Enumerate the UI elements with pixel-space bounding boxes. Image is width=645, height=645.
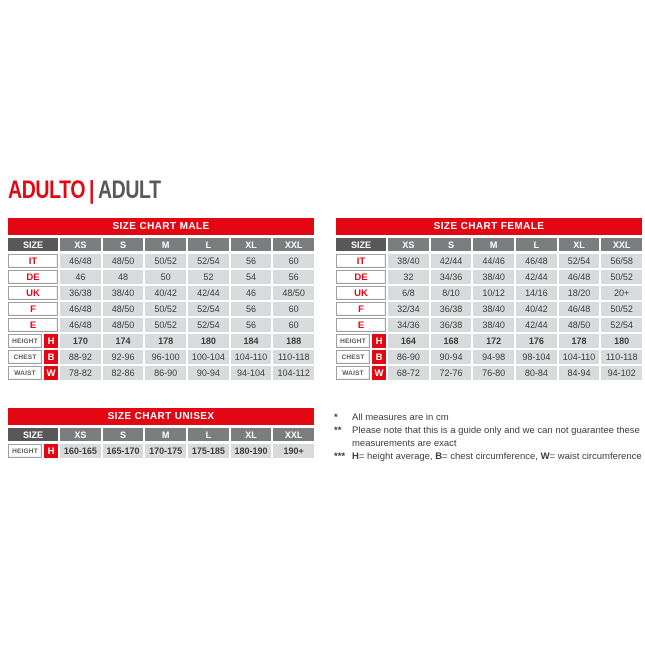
measure-value: 174	[103, 334, 144, 348]
size-value: 50/52	[145, 254, 186, 268]
table-row	[8, 286, 314, 300]
size-value: 40/42	[516, 302, 557, 316]
size-column-header-xs: XS	[388, 238, 429, 251]
size-value: 46/48	[559, 270, 600, 284]
size-column-header-xs: XS	[60, 238, 101, 251]
size-value: 14/16	[516, 286, 557, 300]
footnote-marker: ***	[334, 451, 346, 462]
measure-label: WAIST	[8, 366, 42, 380]
measure-value: 94-104	[231, 366, 272, 380]
size-column-header-xxl: XXL	[273, 428, 314, 441]
table-row	[8, 254, 314, 268]
female-measure-rows	[336, 334, 642, 380]
country-label: DE	[336, 270, 386, 284]
size-value: 34/36	[431, 270, 472, 284]
size-value: 48/50	[103, 318, 144, 332]
country-label: F	[8, 302, 58, 316]
measure-value: 168	[431, 334, 472, 348]
female-header-row	[336, 238, 642, 251]
size-value: 56	[231, 254, 272, 268]
size-value: 60	[273, 302, 314, 316]
measure-value: 78-82	[60, 366, 101, 380]
measure-value: 104-110	[559, 350, 600, 364]
size-value: 38/40	[473, 270, 514, 284]
table-row	[336, 302, 642, 316]
footnote-segment: = height average,	[358, 451, 436, 462]
country-label: IT	[8, 254, 58, 268]
footnote-text	[352, 411, 642, 424]
size-column-header-xxl: XXL	[601, 238, 642, 251]
measure-letter-badge: H	[372, 334, 386, 348]
page-title	[8, 177, 161, 203]
size-value: 56/58	[601, 254, 642, 268]
measure-value: 178	[145, 334, 186, 348]
size-value: 50	[145, 270, 186, 284]
footnote	[334, 411, 642, 424]
size-value: 20+	[601, 286, 642, 300]
size-column-header-m: M	[145, 428, 186, 441]
measure-value: 190+	[273, 444, 314, 458]
size-value: 50/52	[145, 318, 186, 332]
footnote-text	[352, 424, 642, 450]
size-value: 46/48	[516, 254, 557, 268]
measure-value: 170-175	[145, 444, 186, 458]
male-table-title: SIZE CHART MALE	[8, 218, 314, 235]
male-header-row	[8, 238, 314, 251]
table-row	[8, 366, 314, 380]
size-value: 52	[188, 270, 229, 284]
size-value: 38/40	[473, 302, 514, 316]
size-value: 46/48	[60, 254, 101, 268]
table-row	[336, 286, 642, 300]
measure-letter-badge: W	[372, 366, 386, 380]
country-label: UK	[8, 286, 58, 300]
measure-value: 94-98	[473, 350, 514, 364]
size-value: 60	[273, 318, 314, 332]
size-value: 6/8	[388, 286, 429, 300]
size-value: 44/46	[473, 254, 514, 268]
table-row	[8, 270, 314, 284]
footnote-segment: W	[540, 451, 550, 462]
measure-label: HEIGHT	[8, 334, 42, 348]
country-label: DE	[8, 270, 58, 284]
measure-letter-badge: H	[44, 444, 58, 458]
measure-value: 180	[601, 334, 642, 348]
measure-value: 175-185	[188, 444, 229, 458]
size-value: 48	[103, 270, 144, 284]
measure-value: 164	[388, 334, 429, 348]
size-value: 52/54	[559, 254, 600, 268]
size-value: 52/54	[188, 318, 229, 332]
size-column-header-xxl: XXL	[273, 238, 314, 251]
size-value: 46	[231, 286, 272, 300]
size-column-header-s: S	[431, 238, 472, 251]
measure-value: 94-102	[601, 366, 642, 380]
footnote-text	[352, 450, 642, 463]
measure-value: 178	[559, 334, 600, 348]
table-row	[8, 444, 314, 458]
size-header-cell: SIZE	[8, 428, 58, 441]
page-title-secondary: ADULT	[97, 176, 161, 204]
country-label: F	[336, 302, 386, 316]
size-value: 18/20	[559, 286, 600, 300]
table-row	[8, 350, 314, 364]
measure-label: HEIGHT	[336, 334, 370, 348]
size-value: 52/54	[188, 254, 229, 268]
footnote-segment: = waist circumference	[549, 451, 642, 462]
measure-value: 98-104	[516, 350, 557, 364]
page-title-primary: ADULTO	[8, 176, 86, 204]
measure-value: 110-118	[273, 350, 314, 364]
measure-value: 84-94	[559, 366, 600, 380]
measure-value: 96-100	[145, 350, 186, 364]
size-value: 48/50	[273, 286, 314, 300]
size-value: 60	[273, 254, 314, 268]
table-row	[336, 366, 642, 380]
size-value: 34/36	[388, 318, 429, 332]
size-value: 52/54	[188, 302, 229, 316]
size-value: 10/12	[473, 286, 514, 300]
size-column-header-l: L	[188, 428, 229, 441]
measure-value: 92-96	[103, 350, 144, 364]
footnote-segment: Please note that this is a guide only and we can not guarantee these measurements are exact	[352, 425, 640, 449]
size-chart-male-table	[8, 218, 314, 382]
measure-value: 160-165	[60, 444, 101, 458]
size-column-header-xl: XL	[231, 238, 272, 251]
size-value: 56	[231, 302, 272, 316]
size-value: 42/44	[188, 286, 229, 300]
size-value: 46	[60, 270, 101, 284]
size-value: 46/48	[559, 302, 600, 316]
measure-value: 110-118	[601, 350, 642, 364]
measure-letter-badge: W	[44, 366, 58, 380]
size-column-header-xl: XL	[231, 428, 272, 441]
size-column-header-s: S	[103, 238, 144, 251]
footnote	[334, 424, 642, 450]
table-row	[336, 254, 642, 268]
measure-value: 76-80	[473, 366, 514, 380]
measure-value: 80-84	[516, 366, 557, 380]
measure-value: 86-90	[388, 350, 429, 364]
measure-value: 180-190	[231, 444, 272, 458]
measure-letter-badge: B	[372, 350, 386, 364]
size-value: 48/50	[103, 302, 144, 316]
size-value: 42/44	[516, 270, 557, 284]
unisex-measure-rows	[8, 444, 314, 458]
measure-label: CHEST	[8, 350, 42, 364]
footnotes	[334, 411, 642, 463]
female-table-title: SIZE CHART FEMALE	[336, 218, 642, 235]
measure-value: 86-90	[145, 366, 186, 380]
size-column-header-xl: XL	[559, 238, 600, 251]
measure-value: 72-76	[431, 366, 472, 380]
table-row	[336, 270, 642, 284]
unisex-header-row	[8, 428, 314, 441]
measure-value: 172	[473, 334, 514, 348]
country-label: UK	[336, 286, 386, 300]
measure-label: CHEST	[336, 350, 370, 364]
size-value: 46/48	[60, 302, 101, 316]
size-value: 56	[273, 270, 314, 284]
size-value: 52/54	[601, 318, 642, 332]
size-value: 50/52	[601, 270, 642, 284]
size-value: 38/40	[388, 254, 429, 268]
table-row	[8, 302, 314, 316]
measure-letter-badge: H	[44, 334, 58, 348]
footnote-segment: = chest circumference,	[442, 451, 541, 462]
size-value: 36/38	[60, 286, 101, 300]
measure-value: 88-92	[60, 350, 101, 364]
measure-value: 176	[516, 334, 557, 348]
footnote-marker: *	[334, 412, 338, 423]
measure-value: 170	[60, 334, 101, 348]
size-header-cell: SIZE	[336, 238, 386, 251]
size-column-header-m: M	[145, 238, 186, 251]
size-value: 54	[231, 270, 272, 284]
table-row	[336, 334, 642, 348]
size-value: 42/44	[516, 318, 557, 332]
size-value: 50/52	[601, 302, 642, 316]
table-row	[8, 334, 314, 348]
size-column-header-l: L	[516, 238, 557, 251]
footnote-marker: **	[334, 425, 342, 436]
size-value: 8/10	[431, 286, 472, 300]
size-column-header-l: L	[188, 238, 229, 251]
measure-value: 180	[188, 334, 229, 348]
size-value: 32/34	[388, 302, 429, 316]
measure-value: 184	[231, 334, 272, 348]
measure-value: 104-110	[231, 350, 272, 364]
male-measure-rows	[8, 334, 314, 380]
country-label: E	[8, 318, 58, 332]
footnote	[334, 450, 642, 463]
size-value: 38/40	[103, 286, 144, 300]
size-value: 32	[388, 270, 429, 284]
country-label: E	[336, 318, 386, 332]
measure-label: HEIGHT	[8, 444, 42, 458]
footnote-segment: B	[435, 451, 443, 462]
size-header-cell: SIZE	[8, 238, 58, 251]
size-value: 38/40	[473, 318, 514, 332]
page-title-separator: |	[88, 176, 95, 204]
size-chart-unisex-table	[8, 408, 314, 460]
size-chart-female-table	[336, 218, 642, 382]
measure-value: 82-86	[103, 366, 144, 380]
size-value: 46/48	[60, 318, 101, 332]
measure-value: 188	[273, 334, 314, 348]
size-value: 40/42	[145, 286, 186, 300]
size-value: 56	[231, 318, 272, 332]
size-value: 42/44	[431, 254, 472, 268]
size-column-header-xs: XS	[60, 428, 101, 441]
footnote-segment: H	[352, 451, 359, 462]
measure-value: 165-170	[103, 444, 144, 458]
size-value: 48/50	[559, 318, 600, 332]
size-column-header-s: S	[103, 428, 144, 441]
measure-value: 100-104	[188, 350, 229, 364]
country-label: IT	[336, 254, 386, 268]
measure-letter-badge: B	[44, 350, 58, 364]
size-value: 36/38	[431, 318, 472, 332]
table-row	[8, 318, 314, 332]
measure-value: 90-94	[188, 366, 229, 380]
size-value: 36/38	[431, 302, 472, 316]
footnote-segment: All measures are in cm	[352, 412, 449, 423]
measure-value: 104-112	[273, 366, 314, 380]
table-row	[336, 318, 642, 332]
table-row	[336, 350, 642, 364]
measure-label: WAIST	[336, 366, 370, 380]
unisex-table-title: SIZE CHART UNISEX	[8, 408, 314, 425]
measure-value: 90-94	[431, 350, 472, 364]
size-column-header-m: M	[473, 238, 514, 251]
size-value: 48/50	[103, 254, 144, 268]
size-value: 50/52	[145, 302, 186, 316]
measure-value: 68-72	[388, 366, 429, 380]
